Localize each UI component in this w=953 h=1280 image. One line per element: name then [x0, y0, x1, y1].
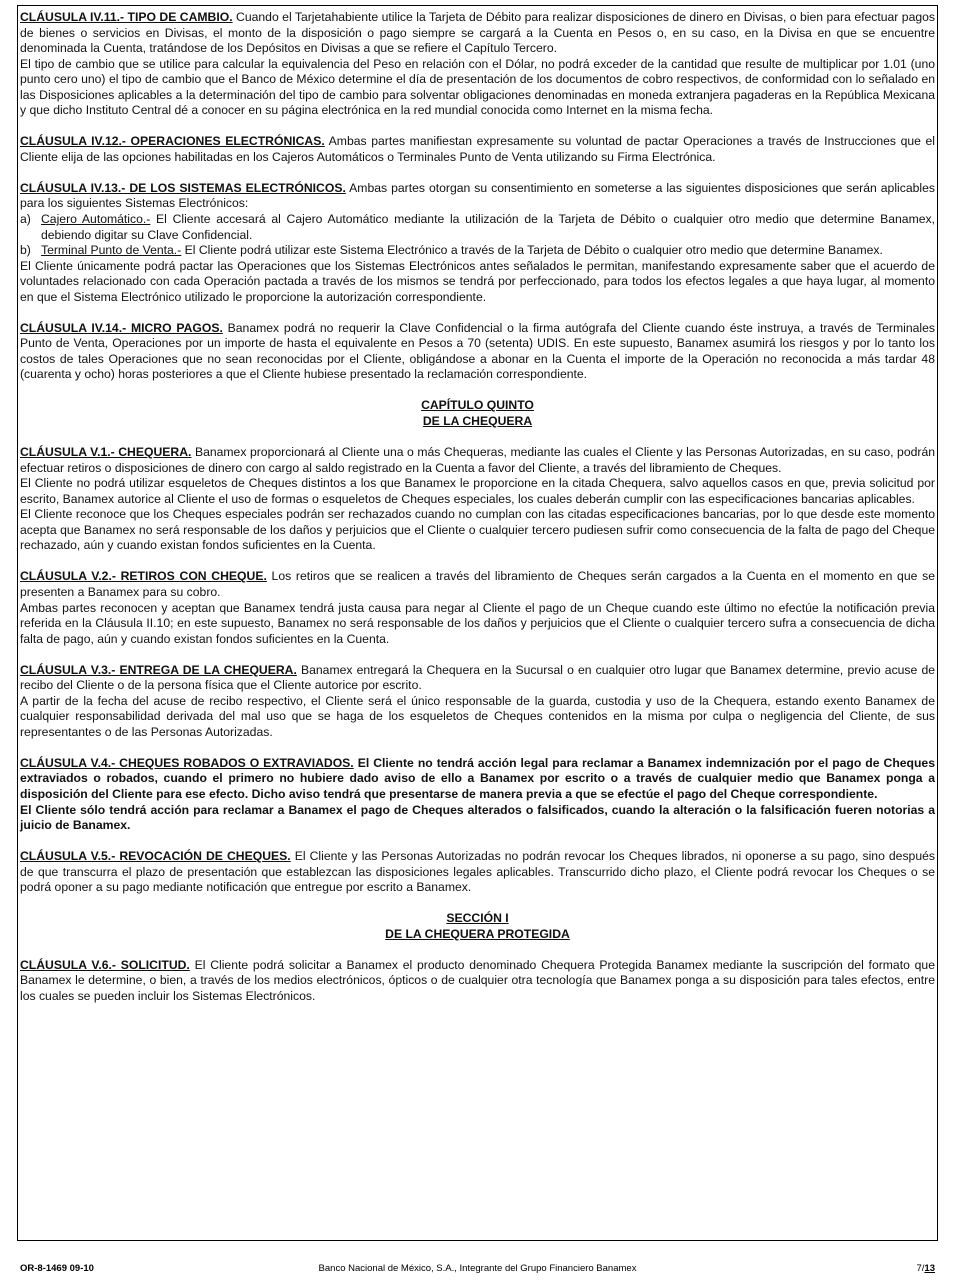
clause-v6-text: El Cliente podrá solicitar a Banamex el producto denominado Chequera Protegida Banamex mediante la suscripción del formato que Banamex le determine, o bien, a través de los medios electrónicos, ópticos o de cualquier otra tecnología que Banamex ponga a su disposición para tales efectos, entre los cuales se pueden incluir los Sistemas Electrónicos. [20, 957, 935, 1003]
clause-iv13-text: Ambas partes otorgan su consentimiento en someterse a las siguientes disposiciones que serán aplicables para los siguientes Sistemas Electrónicos: [20, 180, 935, 211]
clause-iv13-item-b [20, 243, 935, 259]
chapter-title: CAPÍTULO QUINTO [421, 398, 534, 413]
clause-v4-heading: CLÁUSULA V.4.- CHEQUES ROBADOS O EXTRAVIADOS. [20, 755, 354, 770]
clause-iv12-paragraph [20, 134, 935, 165]
page-current: 7 [916, 1263, 922, 1274]
clause-v2-paragraph [20, 569, 935, 600]
clause-iv14-heading: CLÁUSULA IV.14.- MICRO PAGOS. [20, 320, 223, 335]
footer-bank-name: Banco Nacional de México, S.A., Integrante del Grupo Financiero Banamex [318, 1263, 637, 1274]
item-a-label: a) [20, 212, 31, 227]
clause-iv11-text2: El tipo de cambio que se utilice para calcular la equivalencia del Peso en relación con el Dólar, no podrá exceder de la cantidad que resulte de multiplicar por 1.01 (uno punto cero uno) el tipo de cambio que el Banco de México determine el día de presentación de los documentos de cobro respectivos, de conformidad con lo señalado en las Disposiciones aplicables a la determinación del tipo de cambio para solventar obligaciones denominadas en moneda extranjera pagaderas en la República Mexicana y que dicho Instituto Central dé a conocer en su página electrónica en la red mundial conocida como Internet en la misma fecha. [20, 56, 935, 118]
section-subtitle: DE LA CHEQUERA PROTEGIDA [385, 926, 570, 941]
item-a-title: Cajero Automático.- [41, 212, 151, 227]
clause-v2-text2: Ambas partes reconocen y aceptan que Banamex tendrá justa causa para negar al Cliente el pago de un Cheque cuando este último no efectúe la notificación previa referida en la Cláusula II.10; en este supuesto, Banamex no será responsable de los daños y perjuicios que el Cliente o cualquier tercero sufra a consecuencia de dicha falta de pago, aún y cuando existan fondos suficientes en la Cuenta. [20, 600, 935, 646]
page-frame [17, 5, 938, 1241]
clause-iv11-heading: CLÁUSULA IV.11.- TIPO DE CAMBIO. [20, 10, 233, 24]
item-a-text: El Cliente accesará al Cajero Automático mediante la utilización de la Tarjeta de Débito o cualquier otro medio que determine Banamex, debiendo digitar su Clave Confidencial. [41, 212, 935, 242]
clause-iv14-text: Banamex podrá no requerir la Clave Confidencial o la firma autógrafa del Cliente cuando éste instruya, a través de Terminales Punto de Venta, Operaciones por un importe de hasta el equivalente en Pesos a 70 (setenta) UDIS. En este supuesto, Banamex asumirá los riesgos y por lo tanto los costos de tales Operaciones que no sean reconocidas por el Cliente, obligándose a abonar en la Cuenta el importe de la Operación no reconocida a más tardar 48 (cuarenta y ocho) horas posteriores a que el Cliente hubiese presentado la reclamación correspondiente. [20, 320, 935, 382]
page-separator: / [921, 1263, 925, 1274]
item-b-text: El Cliente podrá utilizar este Sistema Electrónico a través de la Tarjeta de Débito o cualquier otro medio que determine Banamex. [181, 243, 883, 258]
clause-v4-text: El Cliente no tendrá acción legal para reclamar a Banamex indemnización por el pago de Cheques extraviados o robados, cuando el primero no hubiere dado aviso de ello a Banamex por escrito o a través de cualquier medio que Banamex ponga a disposición del Cliente para ese efecto. Dicho aviso tendrá que presentarse de manera previa a que se efectúe el pago del Cheque correspondiente. [20, 755, 935, 801]
clause-v1-heading: CLÁUSULA V.1.- CHEQUERA. [20, 445, 192, 460]
clause-v6-heading: CLÁUSULA V.6.- SOLICITUD. [20, 957, 190, 972]
clause-v4-paragraph [20, 756, 935, 803]
clause-iv13-text2: El Cliente únicamente podrá pactar las Operaciones que los Sistemas Electrónicos antes señalados le permitan, manifestando expresamente saber que el acuerdo de voluntades relacionado con cada Operación pactada a través de los mismos se tendrá por perfeccionado, para todos los efectos legales a que haya lugar, al momento en que el Sistema Electrónico utilizado le proporcione la autorización correspondiente. [20, 258, 935, 304]
footer-form-code: OR-8-1469 09-10 [20, 1263, 94, 1274]
clause-v1-paragraph [20, 445, 935, 476]
clause-iv12-text: Ambas partes manifiestan expresamente su voluntad de pactar Operaciones a través de Instrucciones que el Cliente elija de las opciones habilitadas en los Cajeros Automáticos o Terminales Punto de Venta utilizando su Firma Electrónica. [20, 134, 935, 164]
clause-iv13-item-a [20, 212, 935, 243]
clause-v6-paragraph [20, 958, 935, 1005]
clause-iv14-paragraph [20, 321, 935, 383]
clause-v1-text: Banamex proporcionará al Cliente una o más Chequeras, mediante las cuales el Cliente y las Personas Autorizadas, en su caso, podrán efectuar retiros o disposiciones de dinero con cargo al saldo registrado en la Cuenta a favor del Cliente, a través del libramiento de Cheques. [20, 445, 936, 475]
clause-v2-text: Los retiros que se realicen a través del libramiento de Cheques serán cargados a la Cuenta en el momento en que se presenten a Banamex para su cobro. [20, 569, 935, 599]
clause-v1-text2: El Cliente no podrá utilizar esqueletos de Cheques distintos a los que Banamex le proporcione en la citada Chequera, salvo aquellos casos en que, previa solicitud por escrito, Banamex autorice al Cliente el uso de formas o esqueletos de Cheques especiales, los cuales deberán cumplir con las especificaciones bancarias aplicables. [20, 476, 935, 506]
clause-v3-heading: CLÁUSULA V.3.- ENTREGA DE LA CHEQUERA. [20, 662, 297, 677]
clause-iv13-paragraph [20, 181, 935, 212]
clause-v3-paragraph [20, 663, 935, 694]
clause-iv12-heading: CLÁUSULA IV.12.- OPERACIONES ELECTRÓNICAS. [20, 134, 325, 149]
clause-v5-paragraph [20, 849, 935, 896]
clause-v3-text: Banamex entregará la Chequera en la Sucursal o en cualquier otro lugar que Banamex determine, previo acuse de recibo del Cliente o de la persona física que el Cliente autorice por escrito. [20, 662, 935, 693]
clause-v5-heading: CLÁUSULA V.5.- REVOCACIÓN DE CHEQUES. [20, 849, 291, 864]
clause-v3-text2: A partir de la fecha del acuse de recibo respectivo, el Cliente será el único responsable de la guarda, custodia y uso de la Chequera, estando exento Banamex de cualquier responsabilidad derivada del mal uso que se haga de los esqueletos de Cheques contenidos en la misma por culpa o negligencia del Cliente, de sus representantes o de las Personas Autorizadas. [20, 693, 935, 739]
page-footer [17, 1261, 938, 1277]
clause-v1-text3: El Cliente reconoce que los Cheques especiales podrán ser rechazados cuando no cumplan con las citadas especificaciones bancarias, por lo que desde este momento acepta que Banamex no será responsable de los daños y perjuicios que el Cliente o cualquier tercero pudiesen sufrir como consecuencia de la falta de pago del Cheque rechazado, aún y cuando existan fondos suficientes en la Cuenta. [20, 507, 935, 553]
clause-iv11-text: Cuando el Tarjetahabiente utilice la Tarjeta de Débito para realizar disposiciones de dinero en Divisas, o bien para efectuar pagos de bienes o servicios en Divisas, el monto de la disposición o pago siempre se cargará a la Cuenta en Pesos o, en su caso, en la Divisa en que se encuentre denominada la Cuenta, tratándose de los Depósitos en Divisas a que se refiere el Capítulo Tercero. [20, 10, 935, 56]
clause-iv11-paragraph [20, 10, 935, 57]
item-b-label: b) [20, 243, 31, 258]
item-b-title: Terminal Punto de Venta.- [41, 243, 182, 258]
clause-iv13-heading: CLÁUSULA IV.13.- DE LOS SISTEMAS ELECTRÓNICOS. [20, 180, 346, 195]
section-title: SECCIÓN I [446, 911, 509, 926]
chapter-subtitle: DE LA CHEQUERA [422, 414, 533, 429]
page-total: 13 [924, 1263, 935, 1274]
clause-v2-heading: CLÁUSULA V.2.- RETIROS CON CHEQUE. [20, 569, 267, 584]
clause-v4-text2: El Cliente sólo tendrá acción para reclamar a Banamex el pago de Cheques alterados o falsificados, cuando la alteración o la falsificación fueren notorias a juicio de Banamex. [20, 802, 935, 833]
footer-page-number [916, 1261, 935, 1277]
document-body [20, 10, 935, 1004]
clause-v5-text: El Cliente y las Personas Autorizadas no podrán revocar los Cheques librados, ni oponerse a su pago, sino después de que transcurra el plazo de presentación que establezcan las disposiciones legales aplicables. Transcurrido dicho plazo, el Cliente podrá revocar los Cheques o se podrá oponer a su pago mediante notificación que entregue por escrito a Banamex. [20, 849, 935, 895]
